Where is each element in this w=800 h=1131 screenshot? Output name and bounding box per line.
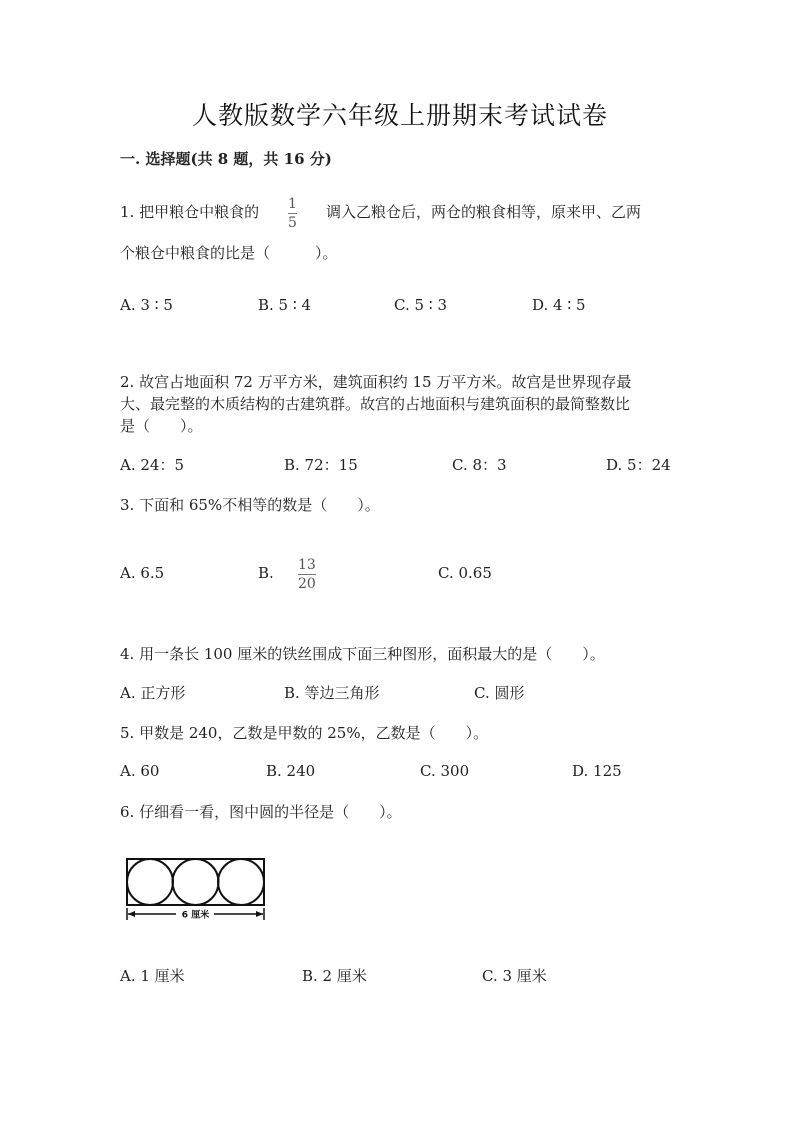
question-5-text: 5. 甲数是 240，乙数是甲数的 25%，乙数是（ ）。 — [120, 724, 489, 742]
question-6-option-c[interactable]: C. 3 厘米 — [482, 967, 547, 985]
question-1-option-c[interactable]: C. 5 ∶ 3 — [394, 296, 448, 314]
question-5-option-a[interactable]: A. 60 — [120, 762, 160, 780]
question-1-text-part1: 1. 把甲粮仓中粮食的 — [120, 203, 260, 221]
question-6-option-b[interactable]: B. 2 厘米 — [302, 967, 367, 985]
question-3-option-c[interactable]: C. 0.65 — [438, 564, 492, 582]
fraction-bar — [288, 213, 297, 214]
question-6-option-a[interactable]: A. 1 厘米 — [120, 967, 185, 985]
question-1-text-part2: 调入乙粮仓后，两仓的粮食相等，原来甲、乙两 — [326, 203, 642, 221]
question-5-option-b[interactable]: B. 240 — [266, 762, 316, 780]
question-6-text: 6. 仔细看一看，图中圆的半径是（ ）。 — [120, 803, 402, 821]
question-5-option-c[interactable]: C. 300 — [420, 762, 470, 780]
question-1-text-line2: 个粮仓中粮食的比是（ ）。 — [120, 244, 338, 262]
question-2-option-c[interactable]: C. 8：3 — [452, 456, 507, 474]
question-2-option-a[interactable]: A. 24：5 — [120, 456, 184, 474]
question-1-option-a[interactable]: A. 3 ∶ 5 — [120, 296, 173, 314]
question-3-text: 3. 下面和 65%不相等的数是（ ）。 — [120, 496, 380, 514]
circle-middle — [173, 859, 219, 905]
question-2-text-line3: 是（ ）。 — [120, 417, 203, 435]
question-4-option-b[interactable]: B. 等边三角形 — [284, 684, 380, 702]
figure-dimension-label: 6 厘米 — [181, 910, 210, 921]
question-1-fraction — [288, 196, 297, 231]
fraction-numerator: 13 — [298, 557, 316, 573]
three-circles-figure — [124, 856, 268, 922]
fraction-denominator: 5 — [288, 215, 297, 231]
arrowhead-left-icon — [128, 911, 135, 917]
question-4-text: 4. 用一条长 100 厘米的铁丝围成下面三种图形，面积最大的是（ ）。 — [120, 645, 605, 663]
section-heading: 一. 选择题(共 8 题，共 16 分) — [120, 150, 332, 168]
circle-right — [218, 859, 264, 905]
arrowhead-right-icon — [256, 911, 263, 917]
question-2-option-d[interactable]: D. 5：24 — [606, 456, 671, 474]
question-4-option-c[interactable]: C. 圆形 — [474, 684, 525, 702]
question-4-option-a[interactable]: A. 正方形 — [120, 684, 186, 702]
question-3-option-a[interactable]: A. 6.5 — [120, 564, 165, 582]
page-title: 人教版数学六年级上册期末考试试卷 — [191, 101, 608, 130]
question-3-fraction — [298, 557, 316, 592]
fraction-denominator: 20 — [298, 576, 316, 592]
question-1-option-b[interactable]: B. 5 ∶ 4 — [258, 296, 312, 314]
circle-left — [127, 859, 173, 905]
fraction-numerator: 1 — [288, 196, 297, 212]
question-2-text-line2: 大、最完整的木质结构的古建筑群。故宫的占地面积与建筑面积的最简整数比 — [120, 395, 631, 413]
fraction-bar — [298, 574, 316, 575]
question-2-text-line1: 2. 故宫占地面积 72 万平方米，建筑面积约 15 万平方米。故宫是世界现存最 — [120, 373, 632, 391]
rectangle-outline — [127, 859, 264, 905]
question-3-option-b[interactable]: B. — [258, 564, 274, 582]
question-2-option-b[interactable]: B. 72：15 — [284, 456, 358, 474]
question-5-option-d[interactable]: D. 125 — [572, 762, 622, 780]
question-1-option-d[interactable]: D. 4 ∶ 5 — [532, 296, 586, 314]
